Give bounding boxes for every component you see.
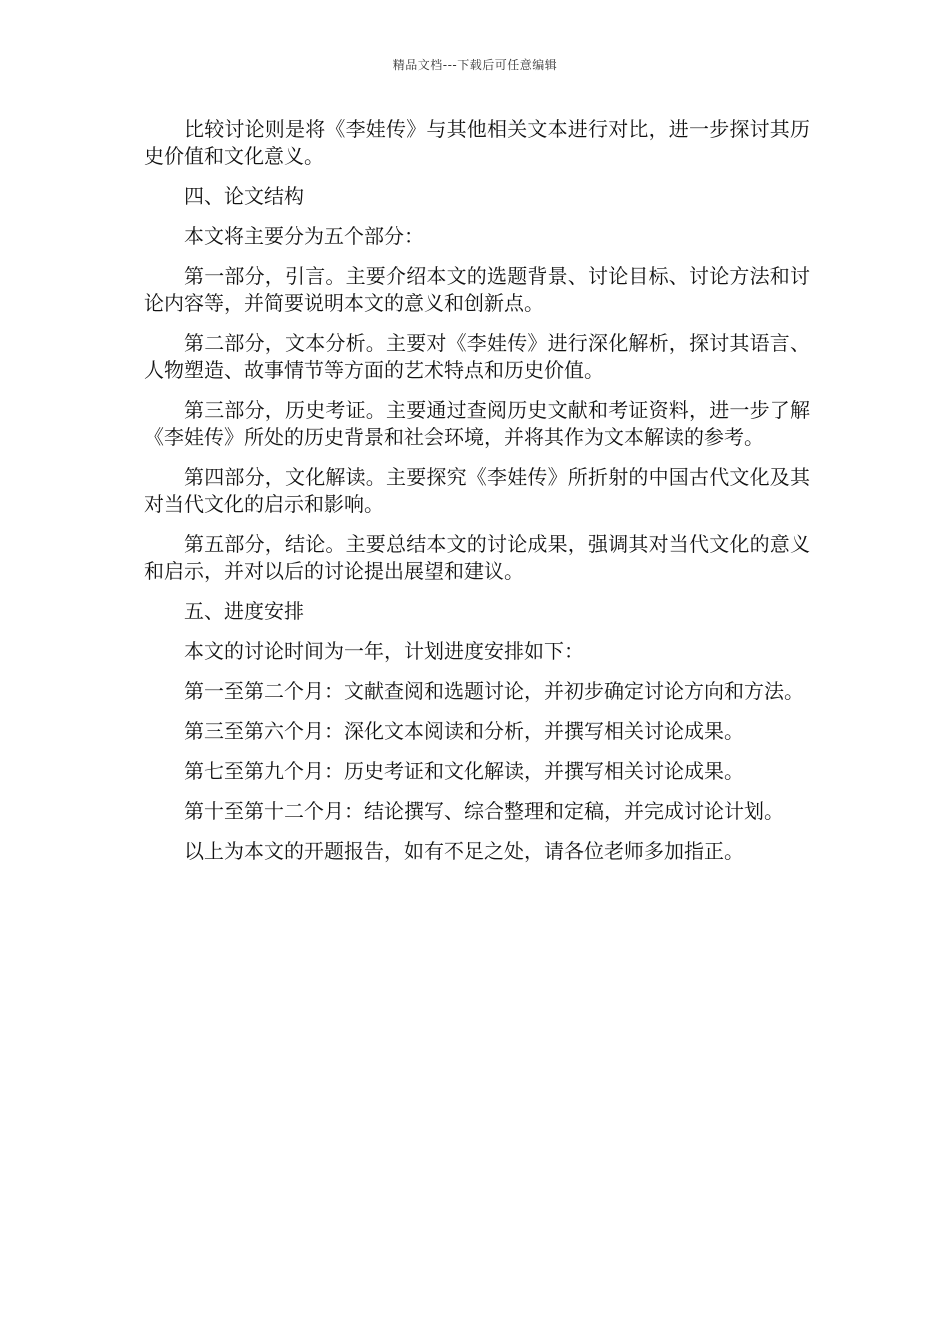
paragraph-structure-intro: 本文将主要分为五个部分： [184,224,424,248]
paragraph-part-one: 第一部分，引言。主要介绍本文的选题背景、讨论目标、讨论方法和讨论内容等，并简要说明本文的意义和创新点。 [144,264,810,315]
paragraph-part-five: 第五部分，结论。主要总结本文的讨论成果，强调其对当代文化的意义和启示，并对以后的讨论提出展望和建议。 [144,532,810,583]
paragraph-closing: 以上为本文的开题报告，如有不足之处，请各位老师多加指正。 [184,839,744,863]
paragraph-schedule-months-3-6: 第三至第六个月：深化文本阅读和分析，并撰写相关讨论成果。 [184,719,744,743]
paragraph-part-three: 第三部分，历史考证。主要通过查阅历史文献和考证资料，进一步了解《李娃传》所处的历史背景和社会环境，并将其作为文本解读的参考。 [144,398,810,449]
paragraph-comparison: 比较讨论则是将《李娃传》与其他相关文本进行对比，进一步探讨其历史价值和文化意义。 [144,117,810,168]
paragraph-part-two: 第二部分，文本分析。主要对《李娃传》进行深化解析，探讨其语言、人物塑造、故事情节等方面的艺术特点和历史价值。 [144,331,810,382]
section-heading-structure: 四、论文结构 [184,184,304,208]
document-body [144,116,810,878]
paragraph-schedule-intro: 本文的讨论时间为一年，计划进度安排如下： [184,639,584,663]
page-header: 精品文档---下载后可任意编辑 [392,58,558,72]
paragraph-schedule-months-1-2: 第一至第二个月：文献查阅和选题讨论，并初步确定讨论方向和方法。 [184,679,804,703]
paragraph-schedule-months-10-12: 第十至第十二个月：结论撰写、综合整理和定稿，并完成讨论计划。 [184,799,784,823]
paragraph-schedule-months-7-9: 第七至第九个月：历史考证和文化解读，并撰写相关讨论成果。 [184,759,744,783]
paragraph-part-four: 第四部分，文化解读。主要探究《李娃传》所折射的中国古代文化及其对当代文化的启示和影响。 [144,465,810,516]
section-heading-schedule: 五、进度安排 [184,599,304,623]
